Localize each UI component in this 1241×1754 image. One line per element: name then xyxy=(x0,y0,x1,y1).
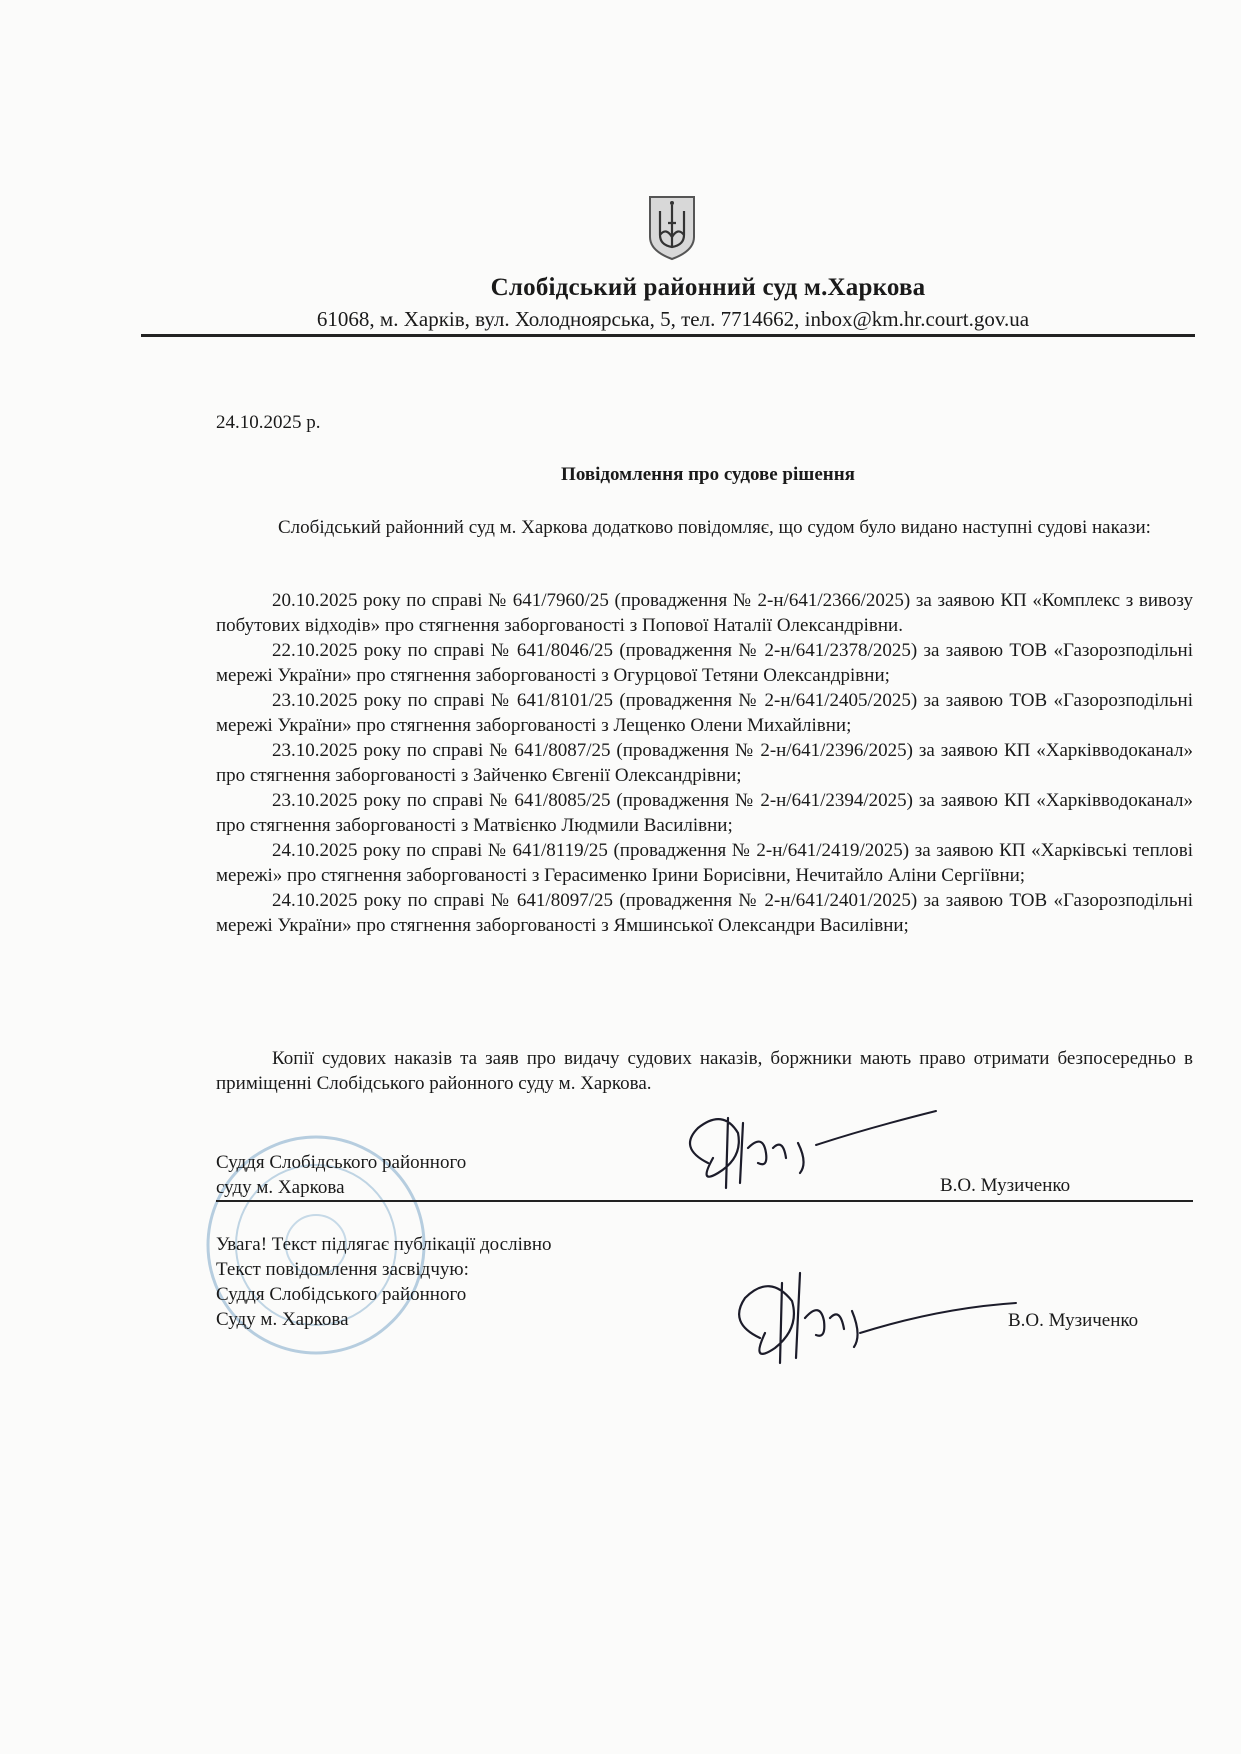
court-name: Слобідський районний суд м.Харкова xyxy=(490,274,926,301)
certifying-judge-name: В.О. Музиченко xyxy=(1008,1310,1139,1331)
judge-signature-icon xyxy=(668,1103,940,1193)
judge-title xyxy=(216,1150,466,1200)
order-item: 23.10.2025 року по справі № 641/8087/25 (провадження № 2-н/641/2396/2025) за заявою КП «Харківводоканал» про стягнення заборгованості з Зайченко Євгенії Олександрівни; xyxy=(216,740,1193,786)
coat-of-arms-icon xyxy=(646,193,698,263)
judge-name: В.О. Музиченко xyxy=(940,1175,1071,1196)
certification-block xyxy=(216,1232,552,1332)
certification-line: Суддя Слобідського районного xyxy=(216,1284,467,1305)
intro-paragraph xyxy=(216,515,1193,540)
certification-line: Суду м. Харкова xyxy=(216,1309,349,1330)
judge-title-line: суду м. Харкова xyxy=(216,1177,345,1198)
order-item: 23.10.2025 року по справі № 641/8101/25 (провадження № 2-н/641/2405/2025) за заявою ТОВ «Газорозподільні мережі України» про стягнення заборгованості з Лещенко Олени Михайлівни; xyxy=(216,690,1193,736)
order-item: 24.10.2025 року по справі № 641/8097/25 (провадження № 2-н/641/2401/2025) за заявою ТОВ «Газорозподільні мережі України» про стягнення заборгованості з Ямшинської Олександри Василівни; xyxy=(216,890,1193,936)
orders-list xyxy=(216,588,1193,938)
signature-divider xyxy=(216,1200,1193,1202)
judge-title-line: Суддя Слобідського районного xyxy=(216,1152,467,1173)
copies-paragraph xyxy=(216,1046,1193,1096)
order-item: 24.10.2025 року по справі № 641/8119/25 (провадження № 2-н/641/2419/2025) за заявою КП «Харківські теплові мережі» про стягнення заборгованості з Герасименко Ірини Борисівни, Нечитайло Аліни Сергіївни; xyxy=(216,840,1193,886)
publication-notice: Увага! Текст підлягає публікації дослівно xyxy=(216,1234,552,1255)
document-date: 24.10.2025 р. xyxy=(216,412,321,433)
order-item: 23.10.2025 року по справі № 641/8085/25 (провадження № 2-н/641/2394/2025) за заявою КП «Харківводоканал» про стягнення заборгованості з Матвієнко Людмили Василівни; xyxy=(216,790,1193,836)
document-title: Повідомлення про судове рішення xyxy=(561,464,855,485)
intro-text: Слобідський районний суд м. Харкова додатково повідомляє, що судом було видано наступні судові накази: xyxy=(278,517,1151,538)
order-item: 22.10.2025 року по справі № 641/8046/25 (провадження № 2-н/641/2378/2025) за заявою ТОВ «Газорозподільні мережі України» про стягнення заборгованості з Огурцової Тетяни Олександрівни; xyxy=(216,640,1193,686)
header-divider xyxy=(141,334,1195,337)
copies-text: Копії судових наказів та заяв про видачу судових наказів, боржники мають право отримати безпосередньо в приміщенні Слобідського районного суду м. Харкова. xyxy=(216,1048,1193,1094)
certification-signature-icon xyxy=(720,1263,1020,1373)
court-address: 61068, м. Харків, вул. Холодноярська, 5, тел. 7714662, inbox@km.hr.court.gov.ua xyxy=(316,307,1030,331)
order-item: 20.10.2025 року по справі № 641/7960/25 (провадження № 2-н/641/2366/2025) за заявою КП «Комплекс з вивозу побутових відходів» про стягнення заборгованості з Попової Наталії Олександрівни. xyxy=(216,590,1193,636)
certification-line: Текст повідомлення засвідчую: xyxy=(216,1259,469,1280)
